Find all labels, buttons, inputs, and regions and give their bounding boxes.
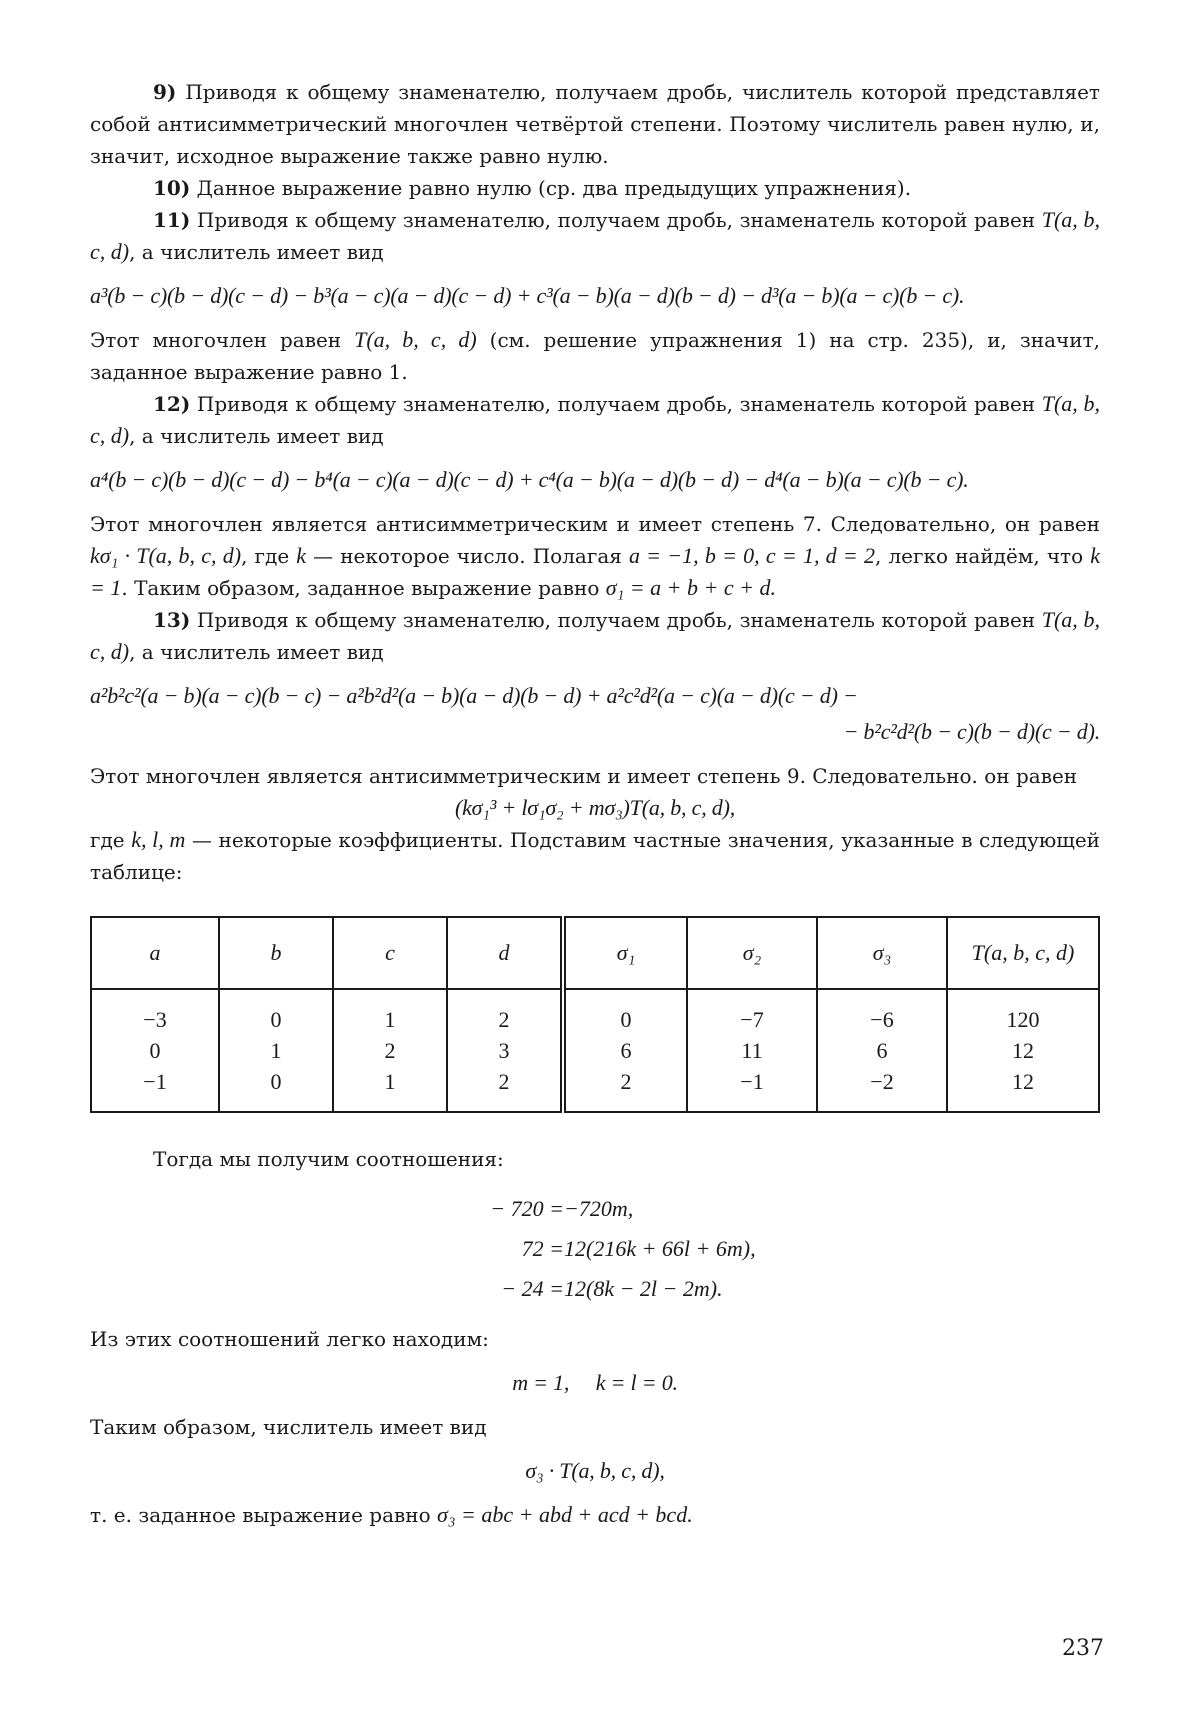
table-value: −1: [92, 1066, 218, 1097]
formula-13-line-1: a²b²c²(a − b)(a − c)(b − c) − a²b²d²(a − b)(a − d)(b − d) + a²c²d²(a − c)(a − d)(c − d) −: [90, 680, 1100, 712]
from-these-text: Из этих соотношений легко находим:: [90, 1323, 1100, 1355]
equation-system: [90, 1189, 1100, 1309]
paragraph-11: [90, 204, 1100, 268]
paragraph-13: [90, 604, 1100, 668]
page-number: 237: [1062, 1633, 1104, 1665]
book-page: [0, 0, 1200, 1722]
numerator-formula: σ₃ · T(a, b, c, d),: [90, 1455, 1100, 1487]
table-value: 1: [334, 1066, 446, 1097]
paragraph-text: , а числитель имеет вид: [129, 424, 384, 448]
table-value: 6: [818, 1035, 946, 1066]
table-header-sigma1: σ₁: [563, 917, 687, 989]
paragraph-text: — некоторые коэффициенты. Подставим частные значения, указанные в следующей таблице:: [90, 828, 1100, 884]
solution-formula: m = 1, k = l = 0.: [90, 1367, 1100, 1399]
paragraph-text: Данное выражение равно нулю (ср. два предыдущих упражнения).: [197, 176, 911, 200]
paragraph-text: Этот многочлен равен: [90, 328, 341, 352]
table-value: 3: [448, 1035, 560, 1066]
exercise-number: 11): [153, 208, 190, 232]
table-cell-T: [947, 989, 1099, 1112]
paragraph-13-conclusion: Этот многочлен является антисимметрическим и имеет степень 9. Следовательно. он равен: [90, 760, 1100, 792]
table-header-c: c: [333, 917, 447, 989]
math-inline: T(a, b, c, d): [90, 607, 1100, 664]
paragraph-text: Приводя к общему знаменателю, получаем дробь, числитель которой представляет собой антисимметрический многочлен четвёртой степени. Поэтому числитель равен нулю, и, значит, исходное выражение также равно нулю.: [90, 80, 1100, 168]
paragraph-text: Приводя к общему знаменателю, получаем дробь, знаменатель которой равен: [197, 392, 1035, 416]
conclusion: [90, 1499, 1100, 1531]
paragraph-12: [90, 388, 1100, 452]
paragraph-text: , а числитель имеет вид: [129, 640, 384, 664]
table-value: 2: [334, 1035, 446, 1066]
table-value: −7: [688, 1004, 816, 1035]
paragraph-text: — некоторое число. Полагая: [313, 544, 622, 568]
exercise-number: 10): [153, 176, 190, 200]
paragraph-9: [90, 76, 1100, 172]
table-header-T: T(a, b, c, d): [947, 917, 1099, 989]
equation-row: [90, 1269, 1100, 1309]
paragraph-13-where: [90, 824, 1100, 888]
table-value: 6: [566, 1035, 686, 1066]
paragraph-10: [90, 172, 1100, 204]
exercise-number: 12): [153, 392, 190, 416]
paragraph-text: Этот многочлен является антисимметрическим и имеет степень 7. Следовательно, он равен: [90, 512, 1100, 536]
table-cell-sigma2: [687, 989, 817, 1112]
paragraph-text: . Таким образом, заданное выражение равно: [121, 576, 599, 600]
table-value: 0: [220, 1004, 332, 1035]
formula-13-line-2: − b²c²d²(b − c)(b − d)(c − d).: [90, 716, 1100, 748]
math-inline: k, l, m: [131, 827, 185, 852]
table-value: 11: [688, 1035, 816, 1066]
table-cell-b: [219, 989, 333, 1112]
table-row: [91, 989, 1099, 1112]
equation-rhs: 12(8k − 2l − 2m).: [564, 1269, 723, 1309]
table-value: −1: [688, 1066, 816, 1097]
paragraph-11-conclusion: [90, 324, 1100, 388]
table-value: 1: [334, 1004, 446, 1035]
math-inline: k: [296, 543, 306, 568]
math-inline: σ₁ = a + b + c + d.: [606, 575, 776, 600]
table-header-d: d: [447, 917, 563, 989]
table-header-sigma3: σ₃: [817, 917, 947, 989]
paragraph-text: , а числитель имеет вид: [129, 240, 384, 264]
math-inline: σ₃ = abc + abd + acd + bcd.: [437, 1502, 693, 1527]
math-inline: T(a, b, c, d): [90, 391, 1100, 448]
table-value: −6: [818, 1004, 946, 1035]
table-header-b: b: [219, 917, 333, 989]
exercise-number: 9): [153, 80, 176, 104]
then-text: Тогда мы получим соотношения:: [90, 1143, 1100, 1175]
math-inline: T(a, b, c, d): [354, 327, 477, 352]
math-inline: k = 1: [90, 543, 1100, 600]
math-inline: kσ₁ · T(a, b, c, d): [90, 543, 241, 568]
formula-12: a⁴(b − c)(b − d)(c − d) − b⁴(a − c)(a − d)(c − d) + c⁴(a − b)(a − d)(b − d) − d⁴(a − b)(a − c)(b − c).: [90, 464, 1100, 496]
table-value: −2: [818, 1066, 946, 1097]
table-value: 0: [566, 1004, 686, 1035]
equation-lhs: − 24 =: [90, 1269, 564, 1309]
table-value: 120: [948, 1004, 1098, 1035]
paragraph-12-conclusion: [90, 508, 1100, 604]
equation-rhs: −720m,: [564, 1189, 633, 1229]
table-header-a: a: [91, 917, 219, 989]
paragraph-text: Приводя к общему знаменателю, получаем дробь, знаменатель которой равен: [197, 208, 1035, 232]
formula-11: a³(b − c)(b − d)(c − d) − b³(a − c)(a − d)(c − d) + c³(a − b)(a − d)(b − d) − d³(a − b)(a − c)(b − c).: [90, 280, 1100, 312]
paragraph-text: , где: [241, 544, 289, 568]
equation-rhs: 12(216k + 66l + 6m),: [564, 1229, 756, 1269]
table-value: 12: [948, 1035, 1098, 1066]
table-value: 0: [220, 1066, 332, 1097]
table-value: 2: [448, 1066, 560, 1097]
paragraph-text: , легко найдём, что: [875, 544, 1083, 568]
table-value: −3: [92, 1004, 218, 1035]
math-inline: a = −1, b = 0, c = 1, d = 2: [629, 543, 875, 568]
table-cell-sigma3: [817, 989, 947, 1112]
table-cell-d: [447, 989, 563, 1112]
equation-row: [90, 1189, 1100, 1229]
table-header-sigma2: σ₂: [687, 917, 817, 989]
table-header-row: [91, 917, 1099, 989]
table-value: 12: [948, 1066, 1098, 1097]
paragraph-text: т. е. заданное выражение равно: [90, 1503, 431, 1527]
math-inline: T(a, b, c, d): [90, 207, 1100, 264]
paragraph-text: (см. решение упражнения 1) на стр. 235), и, значит, заданное выражение равно 1.: [90, 328, 1100, 384]
formula-13-general: (kσ₁³ + lσ₁σ₂ + mσ₃)T(a, b, c, d),: [90, 792, 1100, 824]
table-cell-a: [91, 989, 219, 1112]
paragraph-text: где: [90, 828, 125, 852]
exercise-number: 13): [153, 608, 190, 632]
table-cell-c: [333, 989, 447, 1112]
equation-lhs: 72 =: [90, 1229, 564, 1269]
table-value: 2: [566, 1066, 686, 1097]
values-table: [90, 916, 1100, 1113]
paragraph-text: Приводя к общему знаменателю, получаем дробь, знаменатель которой равен: [197, 608, 1035, 632]
table-value: 2: [448, 1004, 560, 1035]
table-cell-sigma1: [563, 989, 687, 1112]
table-value: 0: [92, 1035, 218, 1066]
equation-row: [90, 1229, 1100, 1269]
equation-lhs: − 720 =: [90, 1189, 564, 1229]
table-value: 1: [220, 1035, 332, 1066]
thus-text: Таким образом, числитель имеет вид: [90, 1411, 1100, 1443]
